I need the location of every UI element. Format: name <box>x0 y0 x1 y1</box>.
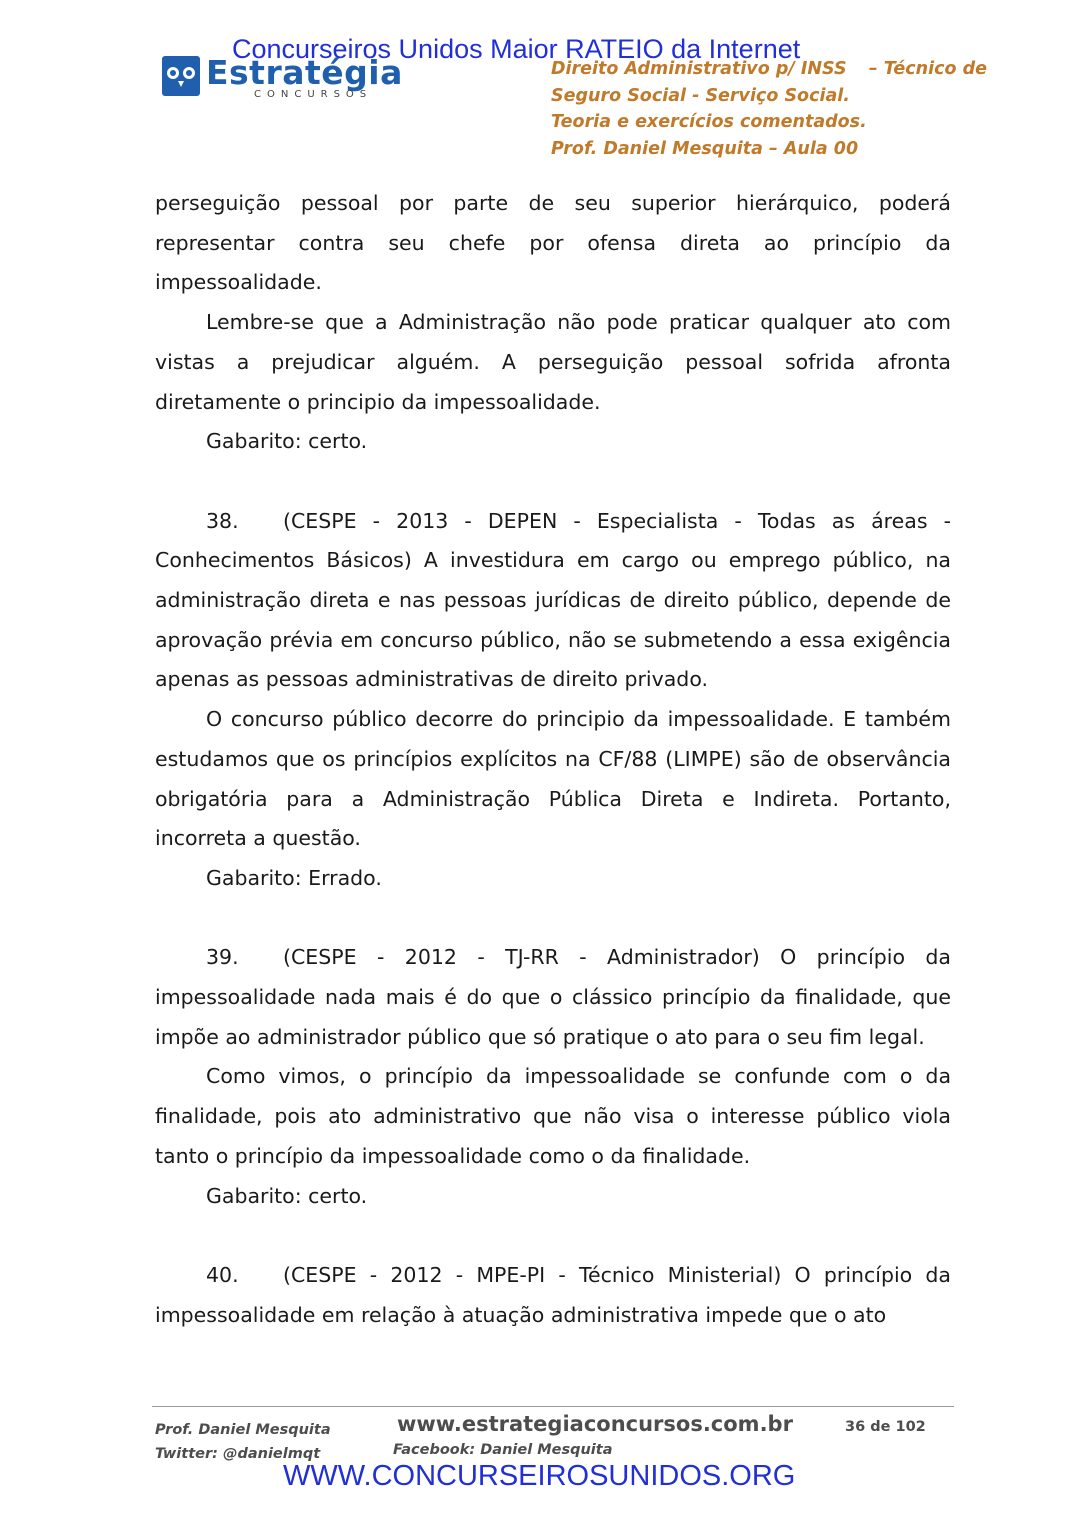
question-39 <box>155 938 951 1057</box>
brand-subtitle: CONCURSOS <box>254 89 373 100</box>
paragraph: Como vimos, o princípio da impessoalidade se confunde com o da finalidade, pois ato administrativo que não visa o interesse público viola tanto o princípio da impessoalidade como o da finalidade. <box>155 1064 951 1168</box>
page-number: 36 de 102 <box>845 1419 926 1435</box>
footer-website-link[interactable]: www.estrategiaconcursos.com.br <box>397 1412 793 1436</box>
owl-logo-icon <box>162 56 200 96</box>
author-twitter: Twitter: @danielmqt <box>155 1446 321 1462</box>
watermark-bottom: WWW.CONCURSEIROSUNIDOS.ORG <box>283 1460 796 1492</box>
paragraph: Lembre-se que a Administração não pode praticar qualquer ato com vistas a prejudicar alguém. A perseguição pessoal sofrida afronta diretamente o principio da impessoalidade. <box>155 310 951 414</box>
paragraph: perseguição pessoal por parte de seu superior hierárquico, poderá representar contra seu chefe por ofensa direta ao princípio da impessoalidade. <box>155 191 951 295</box>
question-text: (CESPE - 2012 - TJ-RR - Administrador) O princípio da impessoalidade nada mais é do que o clássico princípio da finalidade, que impõe ao administrador público que só pratique o ato para o seu fim legal. <box>155 945 951 1049</box>
footer-divider <box>152 1406 954 1407</box>
footer-facebook: Facebook: Daniel Mesquita <box>393 1442 613 1458</box>
question-text: (CESPE - 2012 - MPE-PI - Técnico Ministerial) O princípio da impessoalidade em relação à atuação administrativa impede que o ato <box>155 1262 951 1327</box>
lesson-label: Prof. Daniel Mesquita – Aula 00 <box>551 138 859 159</box>
course-title: Direito Administrativo p/ INSS <box>551 59 847 79</box>
question-text: (CESPE - 2013 - DEPEN - Especialista - Todas as áreas - Conhecimentos Básicos) A investidura em cargo ou emprego público, na administração direta e nas pessoas jurídicas de direito público, depende de aprovação prévia em concurso público, não se submetendo a essa exigência apenas as pessoas administrativas de direito privado. <box>155 508 951 692</box>
question-38 <box>155 502 951 701</box>
paragraph: O concurso público decorre do principio da impessoalidade. E também estudamos que os princípios explícitos na CF/88 (LIMPE) são de observância obrigatória para a Administração Pública Direta e Indireta. Portanto, incorreta a questão. <box>155 707 951 851</box>
question-number: 40. <box>206 1262 239 1287</box>
brand-name: Estratégia <box>206 53 403 92</box>
question-number: 38. <box>206 508 239 533</box>
course-subtitle: Seguro Social - Serviço Social. <box>551 85 850 106</box>
footer-author <box>155 1418 331 1466</box>
question-40 <box>155 1256 951 1335</box>
watermark-top: Concurseiros Unidos Maior RATEIO da Internet <box>232 34 801 64</box>
document-body <box>155 184 951 1335</box>
question-number: 39. <box>206 945 239 970</box>
course-description: Teoria e exercícios comentados. <box>551 112 867 132</box>
course-info <box>551 56 987 162</box>
answer-key: Gabarito: certo. <box>206 1183 368 1208</box>
course-title-cont: – Técnico de <box>868 59 987 79</box>
answer-key: Gabarito: Errado. <box>206 865 382 890</box>
answer-key: Gabarito: certo. <box>206 429 368 454</box>
author-name: Prof. Daniel Mesquita <box>155 1422 331 1438</box>
